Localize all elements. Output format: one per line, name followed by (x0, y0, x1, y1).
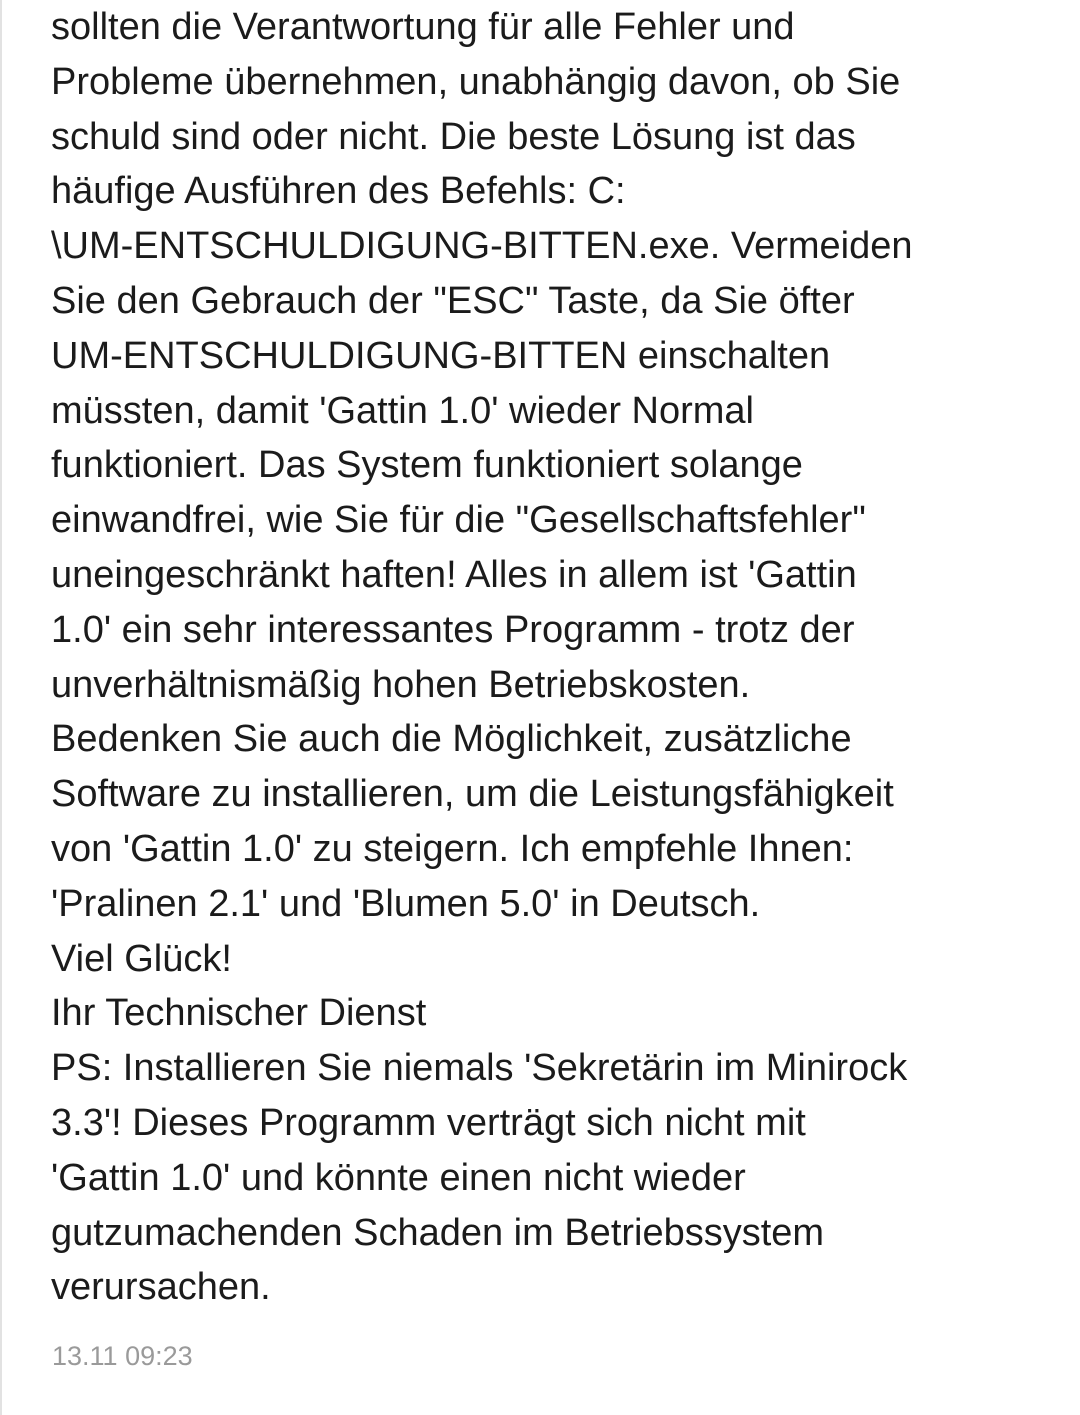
message-line: unverhältnismäßig hohen Betriebskosten. (51, 663, 751, 706)
message-line: UM-ENTSCHULDIGUNG-BITTEN einschalten (51, 334, 831, 377)
message-line: gutzumachenden Schaden im Betriebssystem (51, 1211, 825, 1254)
message-line: Sie den Gebrauch der "ESC" Taste, da Sie öfter (51, 279, 855, 322)
message-line: 3.3'! Dieses Programm verträgt sich nicht mit (51, 1101, 806, 1144)
message-line: schuld sind oder nicht. Die beste Lösung ist das (51, 115, 856, 158)
message-timestamp: 13.11 09:23 (52, 1341, 193, 1371)
message-line: Software zu installieren, um die Leistungsfähigkeit (51, 773, 894, 816)
message-line: Bedenken Sie auch die Möglichkeit, zusätzliche (51, 718, 852, 761)
message-line: Probleme übernehmen, unabhängig davon, ob Sie (51, 60, 901, 103)
message-line: verursachen. (51, 1266, 271, 1309)
message-line: von 'Gattin 1.0' zu steigern. Ich empfehle Ihnen: (51, 827, 854, 870)
message-line: PS: Installieren Sie niemals 'Sekretärin im Minirock (51, 1047, 908, 1090)
message-line: 1.0' ein sehr interessantes Programm - trotz der (51, 608, 855, 651)
message-line: Ihr Technischer Dienst (51, 992, 427, 1035)
message-line: einwandfrei, wie Sie für die "Gesellschaftsfehler" (51, 499, 866, 542)
message-text (51, 0, 1061, 1315)
message-line: müssten, damit 'Gattin 1.0' wieder Normal (51, 389, 754, 432)
message-line: \UM-ENTSCHULDIGUNG-BITTEN.exe. Vermeiden (51, 225, 913, 268)
message-line: Viel Glück! (51, 937, 232, 980)
message-line: häufige Ausführen des Befehls: C: (51, 170, 626, 213)
message-line: 'Gattin 1.0' und könnte einen nicht wieder (51, 1156, 746, 1199)
message-line: uneingeschränkt haften! Alles in allem ist 'Gattin (51, 553, 857, 596)
message-line: 'Pralinen 2.1' und 'Blumen 5.0' in Deutsch. (51, 882, 761, 925)
message-line: funktioniert. Das System funktioniert solange (51, 444, 803, 487)
message-line: sollten die Verantwortung für alle Fehler und (51, 6, 795, 48)
